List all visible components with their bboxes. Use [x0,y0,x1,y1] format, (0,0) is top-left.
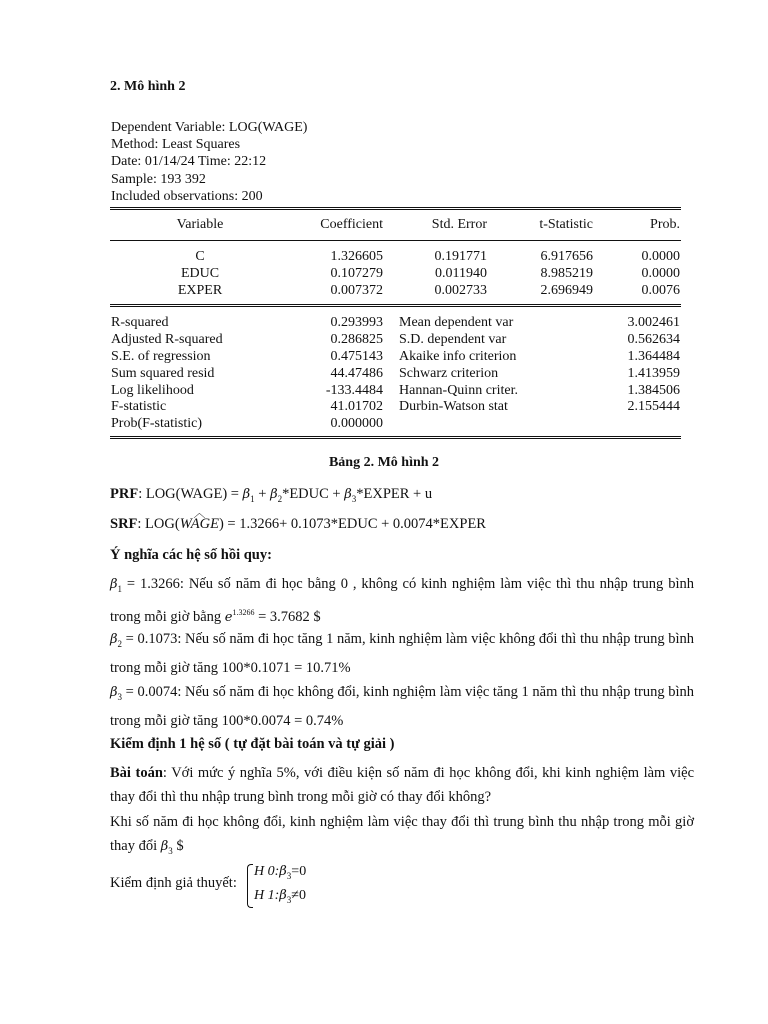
beta-symbol: β [160,839,169,854]
cell-variable: EDUC [180,266,220,281]
included-observations: Included observations: 200 [111,188,263,204]
beta-symbol: β [110,685,118,700]
cell-prob: 0.0000 [641,266,680,281]
stat-label: Akaike info criterion [399,349,517,364]
stat-value: 1.413959 [627,366,680,381]
stat-value: -133.4484 [325,383,383,398]
stat-label: Sum squared resid [111,366,215,381]
cell-coefficient: 0.007372 [330,283,383,298]
prf-equation: PRF: LOG(WAGE) = $\beta_1$ + $\beta_2*EDUC$ + $\beta_3*EXPER + u$ [110,486,433,504]
stat-value: 1.384506 [627,383,680,398]
beta-symbol: β [279,864,287,879]
stat-label: Durbin-Watson stat [399,399,508,414]
stat-value: 0.293993 [330,315,383,330]
test-title: Kiểm định 1 hệ số ( tự đặt bài toán và tự giải ) [110,736,395,752]
stat-value: 41.01702 [330,399,383,414]
h0-line: H $0:\beta_3=0$ [254,864,307,881]
header-variable: Variable [176,217,224,232]
header-t-statistic: t-Statistic [539,217,593,232]
e-symbol: e [224,609,233,625]
cell-variable: EXPER [177,283,223,298]
date-time: Date: 01/14/24 Time: 22:12 [111,154,267,170]
meaning-title: Ý nghĩa các hệ số hồi quy: [110,547,272,563]
srf-label: SRF [110,516,138,532]
stat-value: 3.002461 [627,315,680,330]
cell-std-error: 0.002733 [434,283,487,298]
stat-value: 0.286825 [330,332,383,347]
stat-value: 0.562634 [627,332,680,347]
h1-line: H $1:\beta_3\ne 0$ [254,887,306,905]
header-prob: Prob. [650,217,680,232]
problem-statement: Bài toán: Với mức ý nghĩa 5%, với điều kiện số năm đi học không đổi, khi kinh nghiệm làm việc thay đổi thì thu nhập trung bình trong mỗi giờ có thay đổi không? [110,765,695,805]
srf-equation: SRF: LOG( ︿ WAGE) = 1.3266+ 0.1073*EDUC + 0.0074*EXPER [110,506,486,532]
stat-label: Adjusted R-squared [111,332,223,347]
beta-symbol: β [110,577,118,592]
beta3-explanation: $\beta_3 = 0.0074$: Nếu số năm đi học không đổi, kinh nghiệm làm việc tăng 1 năm thì thu nhập trung bình trong mỗi giờ tăng 100*0.0074 = 0.74% [110,684,694,729]
beta-symbol: β [110,632,118,647]
hat-icon: ︿ [193,506,206,520]
stat-label: Log likelihood [111,383,194,398]
problem-label: Bài toán [110,765,163,781]
method: Method: Least Squares [111,137,241,153]
stat-value: 0.000000 [330,416,383,431]
stat-label: R-squared [111,315,169,330]
hypothesis-system [247,862,306,910]
dependent-variable: Dependent Variable: LOG(WAGE) [111,120,308,135]
stat-label: F-statistic [111,399,167,414]
explanation-text: Khi số năm đi học không đổi, kinh nghiệm làm việc thay đổi thì trung bình thu nhập trong mỗi giờ thay đổi $\beta_3$ $ [110,814,694,856]
stat-value: 1.364484 [627,349,680,364]
stat-value: 2.155444 [627,399,680,414]
cell-coefficient: 1.326605 [330,249,383,264]
hypothesis-label: Kiểm định giả thuyết: [110,875,237,891]
stat-value: 0.475143 [330,349,383,364]
section-heading: 2. Mô hình 2 [110,79,186,94]
stat-label: S.D. dependent var [399,332,507,347]
beta-symbol: β [344,487,352,502]
beta1-explanation: $\beta_1 = 1.3266$: Nếu số năm đi học bằng 0 , không có kinh nghiệm làm việc thì thu nhập trung bình trong mỗi giờ bằng $e^{1.3266} = 3.7682$ $ [110,576,694,625]
cell-std-error: 0.191771 [434,249,487,264]
beta-symbol: β [242,487,251,502]
stat-label: Prob(F-statistic) [111,416,202,431]
cell-prob: 0.0076 [641,283,680,298]
cell-t-statistic: 8.985219 [540,266,593,281]
cell-t-statistic: 2.696949 [540,283,593,298]
prf-label: PRF [110,486,139,502]
beta-symbol: β [279,887,287,903]
cell-prob: 0.0000 [641,249,680,264]
cell-coefficient: 0.107279 [330,266,383,281]
stat-label: Hannan-Quinn criter. [399,383,518,398]
cell-std-error: 0.011940 [435,266,487,281]
stat-value: 44.47486 [330,366,383,381]
cell-t-statistic: 6.917656 [540,249,593,264]
table-caption: Bảng 2. Mô hình 2 [328,455,440,470]
header-std-error: Std. Error [431,217,487,232]
table-top-rule [110,207,681,210]
header-coefficient: Coefficient [320,217,383,232]
stat-label: S.E. of regression [111,349,211,364]
table-bottom-rule [110,436,681,439]
header-rule [110,240,681,241]
sample: Sample: 193 392 [111,171,206,187]
stat-label: Schwarz criterion [399,366,499,381]
wage-hat: ︿ WAGE [179,506,219,532]
beta2-explanation: $\beta_2 = 0.1073$: Nếu số năm đi học tăng 1 năm, kinh nghiệm làm việc không đổi thì thu nhập trung bình trong mỗi giờ tăng 100*0.1071 = 10.71% [110,631,694,676]
regression-metadata [111,119,307,205]
coef-bottom-rule [110,304,681,307]
stat-label: Mean dependent var [399,315,514,330]
cell-variable: C [195,249,205,264]
beta-symbol: β [270,487,278,502]
